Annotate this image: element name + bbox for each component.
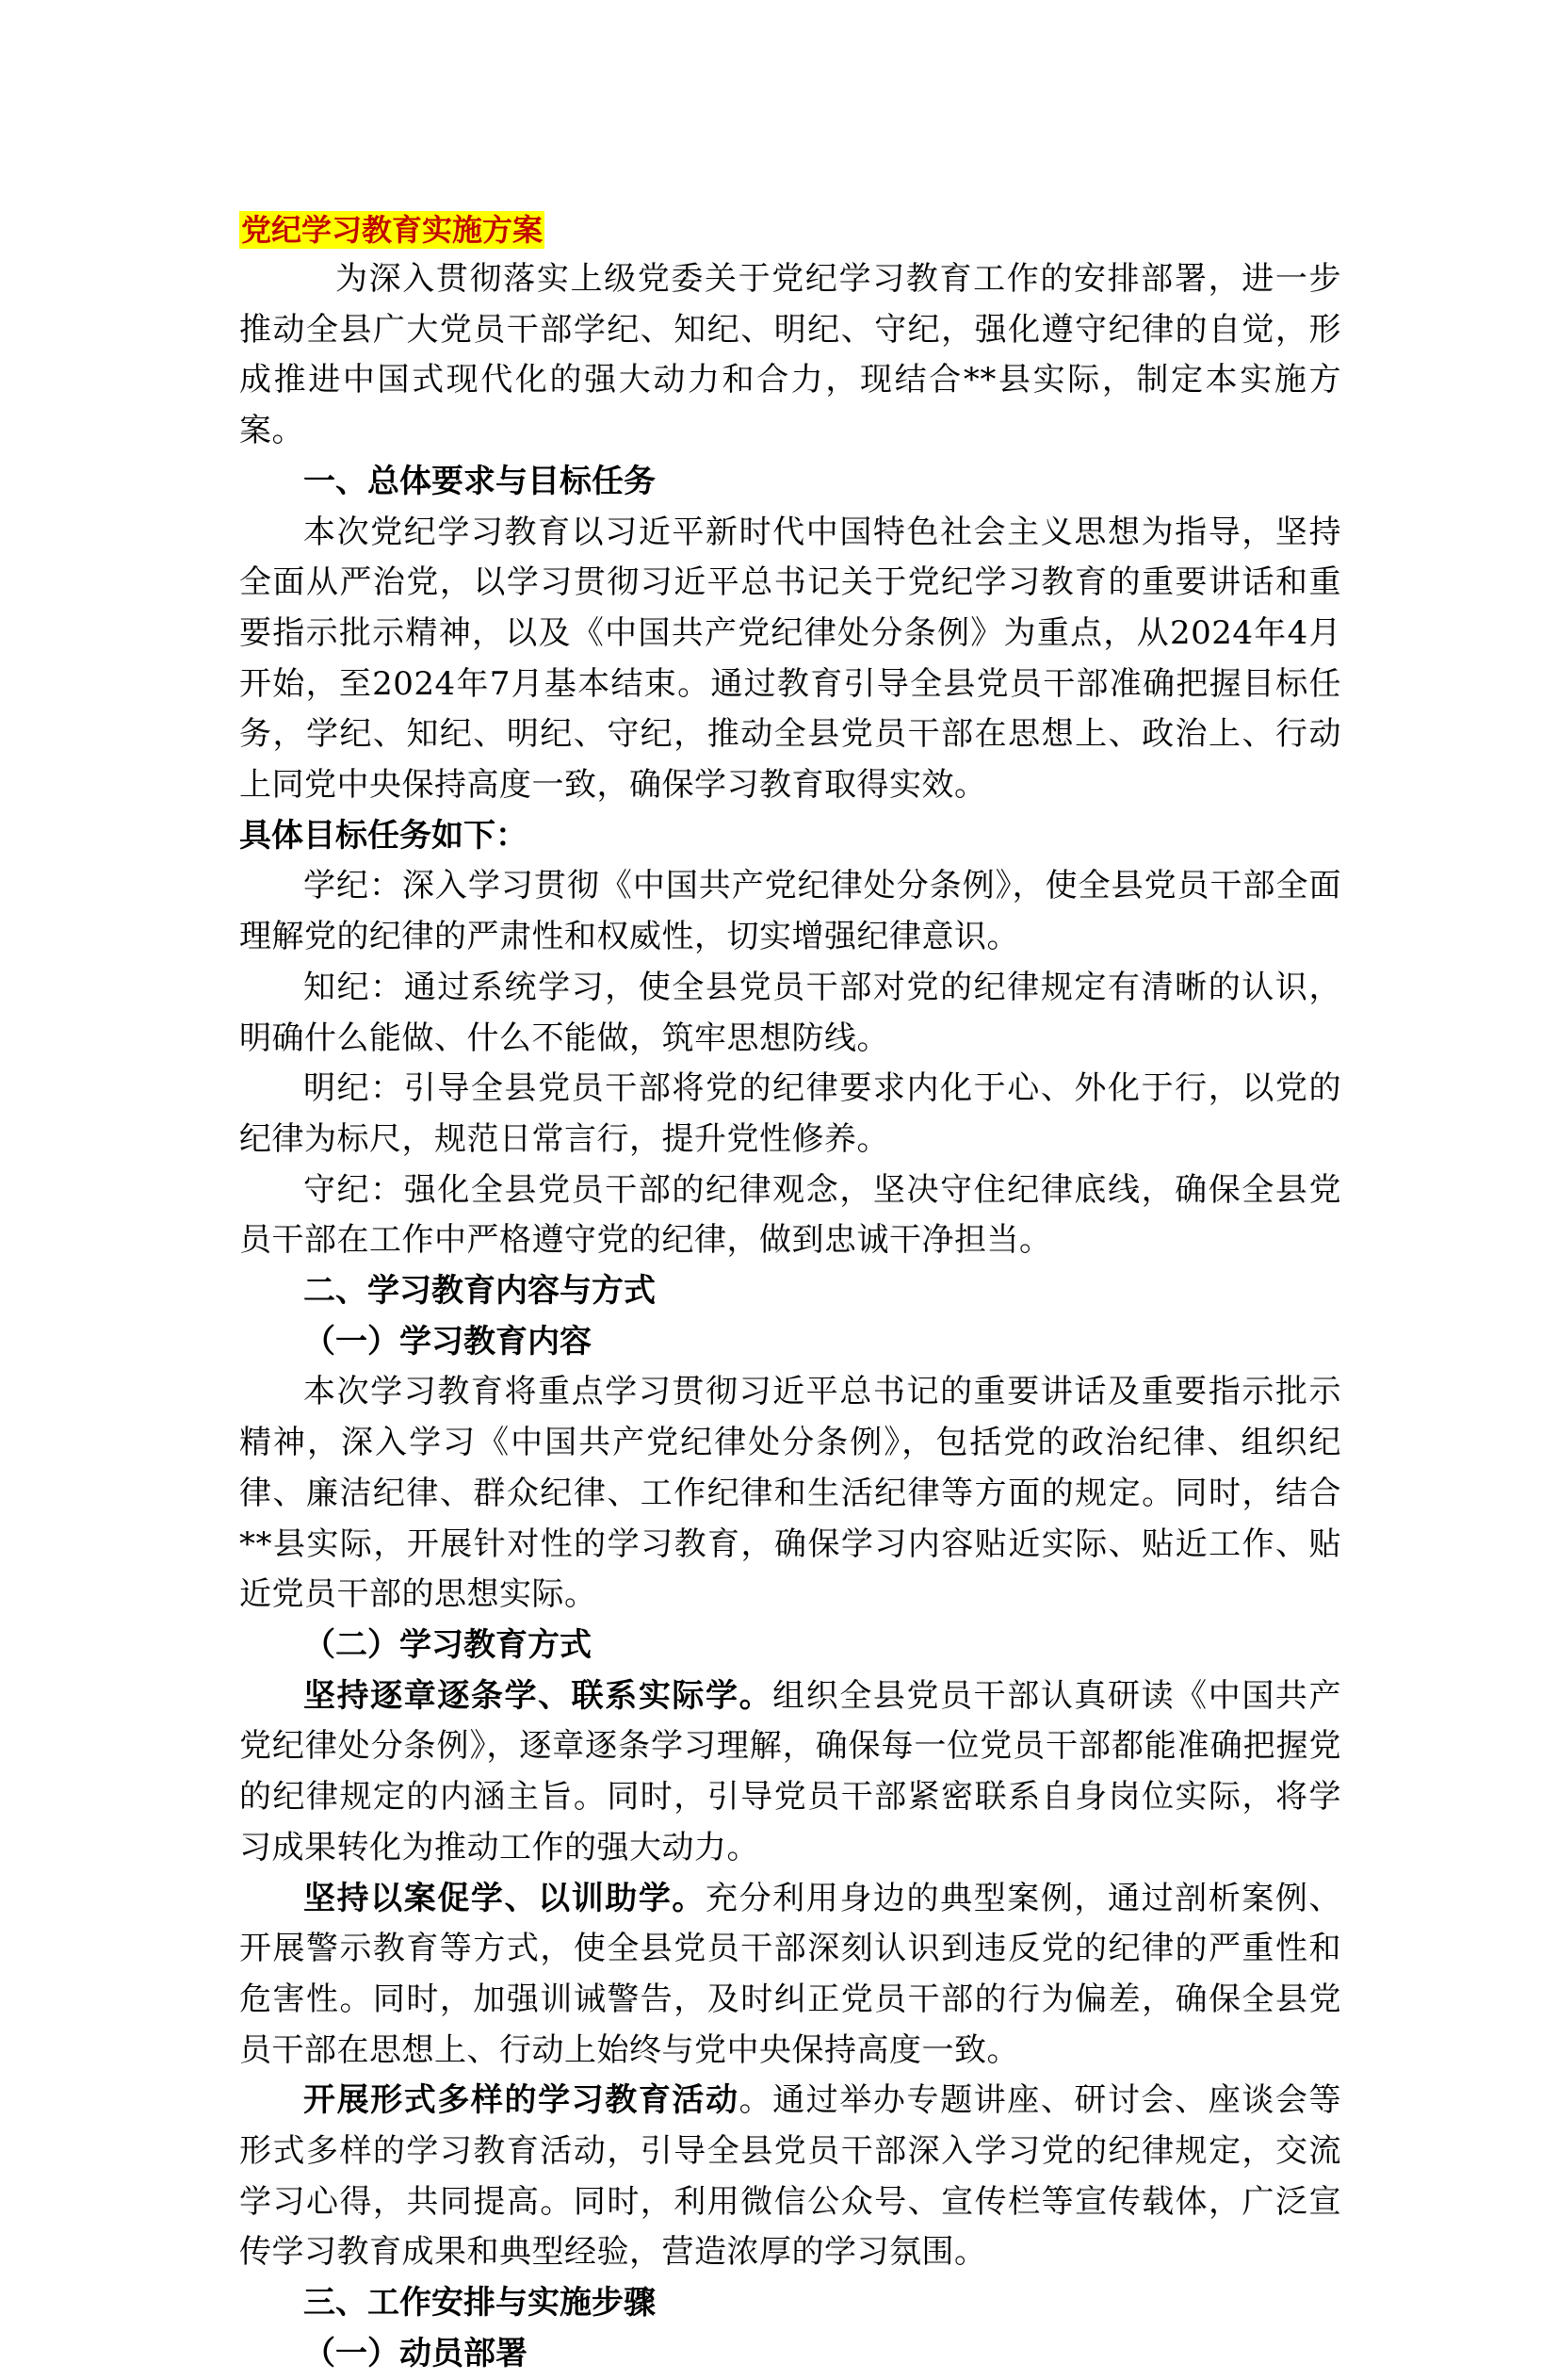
method-paragraph — [239, 2076, 1341, 2278]
goal-item-observe: 守纪：强化全县党员干部的纪律观念，坚决守住纪律底线，确保全县党员干部在工作中严格遵守党的纪律，做到忠诚干净担当。 — [239, 1170, 1341, 1260]
section-2-sub1-paragraph: 本次学习教育将重点学习贯彻习近平总书记的重要讲话及重要指示批示精神，深入学习《中国共产党纪律处分条例》，包括党的政治纪律、组织纪律、廉洁纪律、群众纪律、工作纪律和生活纪律等方面的规定。同时，结合**县实际，开展针对性的学习教育，确保学习内容贴近实际、贴近工作、贴近党员干部的思想实际。 — [239, 1373, 1341, 1614]
method-text: 。通过举办专题讲座、研讨会、座谈会等形式多样的学习教育活动，引导全县党员干部深入学习党的纪律规定，交流学习心得，共同提高。同时，利用微信公众号、宣传栏等宣传载体，广泛宣传学习教育成果和典型经验，营造浓厚的学习氛围。 — [239, 2081, 1342, 2272]
method-paragraph — [239, 1874, 1341, 2077]
goal-item-know: 知纪：通过系统学习，使全县党员干部对党的纪律规定有清晰的认识，明确什么能做、什么不能做，筑牢思想防线。 — [239, 968, 1341, 1057]
method-paragraph — [239, 1671, 1341, 1874]
method-text: 充分利用身边的典型案例，通过剖析案例、开展警示教育等方式，使全县党员干部深刻认识到违反党的纪律的严重性和危害性。同时，加强训诫警告，及时纠正党员干部的行为偏差，确保全县党员干部在思想上、行动上始终与党中央保持高度一致。 — [239, 1879, 1341, 2069]
goals-subheading: 具体目标任务如下： — [239, 816, 527, 855]
document-page — [239, 205, 1341, 2380]
goal-item-clarify: 明纪：引导全县党员干部将党的纪律要求内化于心、外化于行，以党的纪律为标尺，规范日常言行，提升党性修养。 — [239, 1069, 1341, 1158]
method-lead: 坚持逐章逐条学、联系实际学。 — [303, 1676, 773, 1715]
goal-item-study: 学纪：深入学习贯彻《中国共产党纪律处分条例》，使全县党员干部全面理解党的纪律的严肃性和权威性，切实增强纪律意识。 — [239, 867, 1341, 956]
section-1-heading: 一、总体要求与目标任务 — [303, 462, 656, 500]
section-2-sub2-heading: （二）学习教育方式 — [303, 1625, 592, 1664]
title-line — [239, 205, 1341, 254]
method-lead: 坚持以案促学、以训助学。 — [303, 1879, 706, 1917]
section-1-paragraph: 本次党纪学习教育以习近平新时代中国特色社会主义思想为指导，坚持全面从严治党，以学习贯彻习近平总书记关于党纪学习教育的重要讲话和重要指示批示精神，以及《中国共产党纪律处分条例》为重点，从2024年4月开始，至2024年7月基本结束。通过教育引导全县党员干部准确把握目标任务，学纪、知纪、明纪、守纪，推动全县党员干部在思想上、政治上、行动上同党中央保持高度一致，确保学习教育取得实效。 — [239, 513, 1341, 805]
section-2-heading: 二、学习教育内容与方式 — [303, 1272, 656, 1311]
section-2-sub1-heading: （一）学习教育内容 — [303, 1322, 592, 1361]
intro-paragraph: 为深入贯彻落实上级党委关于党纪学习教育工作的安排部署，进一步推动全县广大党员干部学纪、知纪、明纪、守纪，强化遵守纪律的自觉，形成推进中国式现代化的强大动力和合力，现结合**县实际，制定本实施方案。 — [239, 260, 1341, 450]
section-3-heading: 三、工作安排与实施步骤 — [303, 2284, 656, 2323]
section-3-sub1-heading: （一）动员部署 — [303, 2334, 527, 2372]
method-lead: 开展形式多样的学习教育活动 — [303, 2081, 739, 2120]
method-text: 组织全县党员干部认真研读《中国共产党纪律处分条例》，逐章逐条学习理解，确保每一位党员干部都能准确把握党的纪律规定的内涵主旨。同时，引导党员干部紧密联系自身岗位实际，将学习成果转化为推动工作的强大动力。 — [239, 1676, 1342, 1867]
document-title: 党纪学习教育实施方案 — [241, 212, 544, 248]
